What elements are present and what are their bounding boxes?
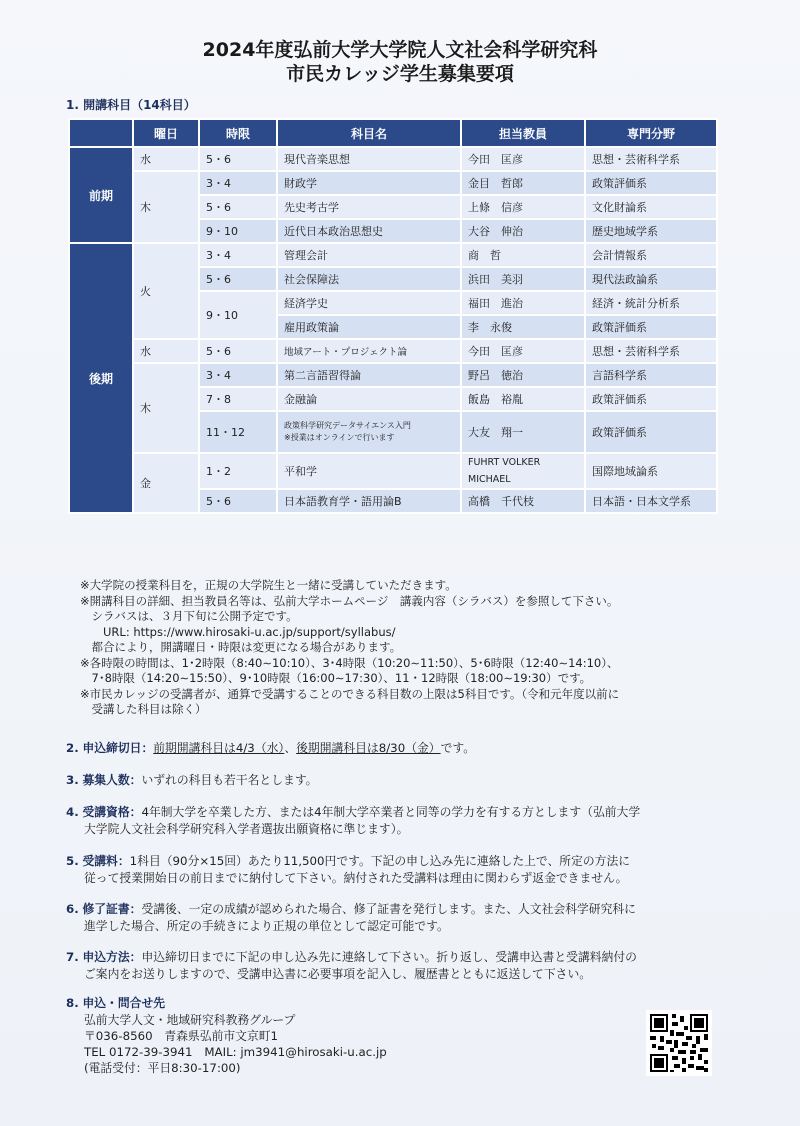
item-key: 申込・問合せ先 — [82, 996, 166, 1010]
item-key: 修了証書： — [82, 902, 142, 916]
table-row — [69, 171, 717, 195]
teacher-cell: 野呂 徳治 — [461, 363, 585, 387]
table-row — [69, 147, 717, 171]
title-line-1: 2024年度弘前大学大学院人文社会科学研究科 — [202, 39, 598, 61]
teacher-cell: 商 哲 — [461, 243, 585, 267]
field-cell: 思想・芸術科学系 — [585, 339, 717, 363]
subject-cell: 金融論 — [277, 387, 461, 411]
field-cell: 日本語・日本文学系 — [585, 489, 717, 513]
qr-code-icon[interactable] — [646, 1010, 712, 1076]
period-cell: 9・10 — [199, 219, 277, 243]
item-text: ご案内をお送りしますので、受講申込書に必要事項を記入し、履歴書とともに返送して下さい。 — [84, 967, 592, 981]
item-text: 進学した場合、所定の手続きにより正規の単位として認定可能です。 — [84, 919, 449, 933]
period-cell: 3・4 — [199, 171, 277, 195]
day-cell: 木 — [133, 171, 199, 243]
subject-cell: 経済学史 — [277, 291, 461, 315]
day-cell: 水 — [133, 147, 199, 171]
contact-block — [84, 1012, 387, 1076]
table-header-row — [69, 119, 717, 147]
item-text: いずれの科目も若干名とします。 — [141, 773, 318, 787]
teacher-cell: 今田 匡彦 — [461, 147, 585, 171]
note-line: ※各時限の時間は、1･2時限（8:40∼10:10）、3･4時限（10:20∼11:50）、5･6時限（12:40∼14:10）、 — [80, 655, 619, 670]
subject-cell: 現代音楽思想 — [277, 147, 461, 171]
item-key: 募集人数： — [82, 773, 142, 787]
title-line-2: 市民カレッジ学生募集要項 — [286, 63, 514, 85]
field-cell: 国際地域論系 — [585, 453, 717, 489]
period-cell: 3・4 — [199, 363, 277, 387]
note-line: シラバスは、３月下旬に公開予定です。 — [80, 609, 298, 623]
notes-block — [80, 578, 619, 718]
item-contact-heading — [66, 995, 165, 1012]
day-cell: 火 — [133, 243, 199, 339]
header-field: 専門分野 — [585, 119, 717, 147]
field-cell: 経済・統計分析系 — [585, 291, 717, 315]
item-deadline — [66, 740, 475, 757]
teacher-cell: 大谷 伸治 — [461, 219, 585, 243]
teacher-cell: 大友 翔一 — [461, 411, 585, 453]
deadline-second: 後期開講科目は8/30（金） — [296, 741, 441, 755]
teacher-cell: 高橋 千代枝 — [461, 489, 585, 513]
section-1-heading: 1. 開講科目（14科目） — [66, 98, 196, 112]
item-fee — [66, 853, 630, 887]
subject-cell: 管理会計 — [277, 243, 461, 267]
subject-cell — [277, 411, 461, 453]
teacher-cell: 今田 匡彦 — [461, 339, 585, 363]
subject-cell: 第二言語習得論 — [277, 363, 461, 387]
day-cell: 金 — [133, 453, 199, 513]
item-number: 6. — [66, 902, 79, 916]
item-key: 受講資格： — [82, 805, 142, 819]
header-period: 時限 — [199, 119, 277, 147]
header-subject: 科目名 — [277, 119, 461, 147]
subject-title: 政策科学研究データサイエンス入門 — [284, 421, 411, 430]
period-cell: 5・6 — [199, 147, 277, 171]
subject-cell: 地域アート・プロジェクト論 — [277, 339, 461, 363]
subject-cell: 財政学 — [277, 171, 461, 195]
table-row — [69, 243, 717, 267]
day-cell: 木 — [133, 363, 199, 453]
field-cell: 政策評価系 — [585, 171, 717, 195]
period-cell: 5・6 — [199, 195, 277, 219]
note-line: URL: https://www.hirosaki-u.ac.jp/support/syllabus/ — [80, 624, 396, 639]
header-term — [69, 119, 133, 147]
item-key: 受講料： — [82, 854, 130, 868]
item-qualification — [66, 804, 640, 838]
item-text: 大学院人文社会科学研究科入学者選抜出願資格に準じます）。 — [84, 822, 409, 836]
subject-cell: 平和学 — [277, 453, 461, 489]
table-row — [69, 339, 717, 363]
field-cell: 言語科学系 — [585, 363, 717, 387]
subject-cell: 社会保障法 — [277, 267, 461, 291]
contact-hours: (電話受付：平日8:30-17:00) — [84, 1061, 241, 1075]
contact-org: 弘前大学人文・地域研究科教務グループ — [84, 1013, 296, 1027]
field-cell: 政策評価系 — [585, 387, 717, 411]
deadline-sep: 、 — [284, 741, 297, 755]
item-text: 従って授業開始日の前日までに納付して下さい。納付された受講料は理由に関わらず返金できません。 — [84, 871, 628, 885]
course-table — [68, 118, 718, 514]
subject-cell: 雇用政策論 — [277, 315, 461, 339]
subject-cell: 日本語教育学・語用論B — [277, 489, 461, 513]
item-certificate — [66, 901, 636, 935]
note-line: ※大学院の授業科目を，正規の大学院生と一緒に受講していただきます。 — [80, 578, 457, 592]
field-cell: 現代法政論系 — [585, 267, 717, 291]
subject-note: ※授業はオンラインで行います — [284, 433, 395, 442]
item-number: 3. — [66, 773, 79, 787]
period-cell: 9・10 — [199, 291, 277, 339]
item-key: 申込方法： — [82, 950, 142, 964]
period-cell: 5・6 — [199, 339, 277, 363]
note-line: 受講した科目は除く） — [80, 702, 207, 716]
term-first: 前期 — [69, 147, 133, 243]
note-line: 都合により，開講曜日・時限は変更になる場合があります。 — [80, 640, 402, 654]
item-key: 申込締切日： — [82, 741, 154, 755]
teacher-cell: 福田 進治 — [461, 291, 585, 315]
subject-cell: 先史考古学 — [277, 195, 461, 219]
header-day: 曜日 — [133, 119, 199, 147]
table-row — [69, 363, 717, 387]
page-title — [0, 38, 800, 86]
item-text: 1科目（90分×15回）あたり11,500円です。下記の申し込み先に連絡した上で、所定の方法に — [129, 854, 631, 868]
teacher-cell: 李 永俊 — [461, 315, 585, 339]
term-second: 後期 — [69, 243, 133, 513]
field-cell: 歴史地域学系 — [585, 219, 717, 243]
teacher-cell: 上條 信彦 — [461, 195, 585, 219]
item-number: 5. — [66, 854, 79, 868]
note-line: 7･8時限（14:20∼15:50）、9･10時限（16:00∼17:30）、11・12時限（18:00∼19:30）です。 — [80, 671, 592, 685]
deadline-first: 前期開講科目は4/3（水） — [153, 741, 285, 755]
item-number: 2. — [66, 741, 79, 755]
teacher-cell: FUHRT VOLKER MICHAEL — [461, 453, 585, 489]
item-method — [66, 949, 637, 983]
header-teacher: 担当教員 — [461, 119, 585, 147]
field-cell: 文化財論系 — [585, 195, 717, 219]
field-cell: 思想・芸術科学系 — [585, 147, 717, 171]
period-cell: 1・2 — [199, 453, 277, 489]
note-line: ※市民カレッジの受講者が、通算で受講することのできる科目数の上限は5科目です。（令和元年度以前に — [80, 686, 620, 701]
item-text: 4年制大学を卒業した方、または4年制大学卒業者と同等の学力を有する方とします（弘前大学 — [141, 805, 641, 819]
period-cell: 7・8 — [199, 387, 277, 411]
subject-cell: 近代日本政治思想史 — [277, 219, 461, 243]
item-text: 申込締切日までに下記の申し込み先に連絡して下さい。折り返し、受講申込書と受講料納付の — [141, 950, 637, 964]
item-number: 8. — [66, 996, 79, 1010]
item-number: 7. — [66, 950, 79, 964]
item-text: 受講後、一定の成績が認められた場合、修了証書を発行します。また、人文社会科学研究科に — [141, 902, 636, 916]
deadline-end: です。 — [440, 741, 476, 755]
period-cell: 5・6 — [199, 267, 277, 291]
field-cell: 会計情報系 — [585, 243, 717, 267]
contact-tel-mail[interactable]: TEL 0172-39-3941 MAIL: jm3941@hirosaki-u.ac.jp — [84, 1045, 387, 1059]
teacher-cell: 金目 哲郎 — [461, 171, 585, 195]
contact-address: 〒036-8560 青森県弘前市文京町1 — [84, 1029, 279, 1043]
field-cell: 政策評価系 — [585, 411, 717, 453]
period-cell: 11・12 — [199, 411, 277, 453]
table-row — [69, 453, 717, 489]
field-cell: 政策評価系 — [585, 315, 717, 339]
item-number: 4. — [66, 805, 79, 819]
teacher-cell: 浜田 美羽 — [461, 267, 585, 291]
day-cell: 水 — [133, 339, 199, 363]
item-capacity — [66, 772, 317, 789]
period-cell: 5・6 — [199, 489, 277, 513]
note-line: ※開講科目の詳細、担当教員名等は、弘前大学ホームページ 講義内容（シラバス）を参照して下さい。 — [80, 593, 619, 608]
teacher-cell: 飯島 裕胤 — [461, 387, 585, 411]
period-cell: 3・4 — [199, 243, 277, 267]
